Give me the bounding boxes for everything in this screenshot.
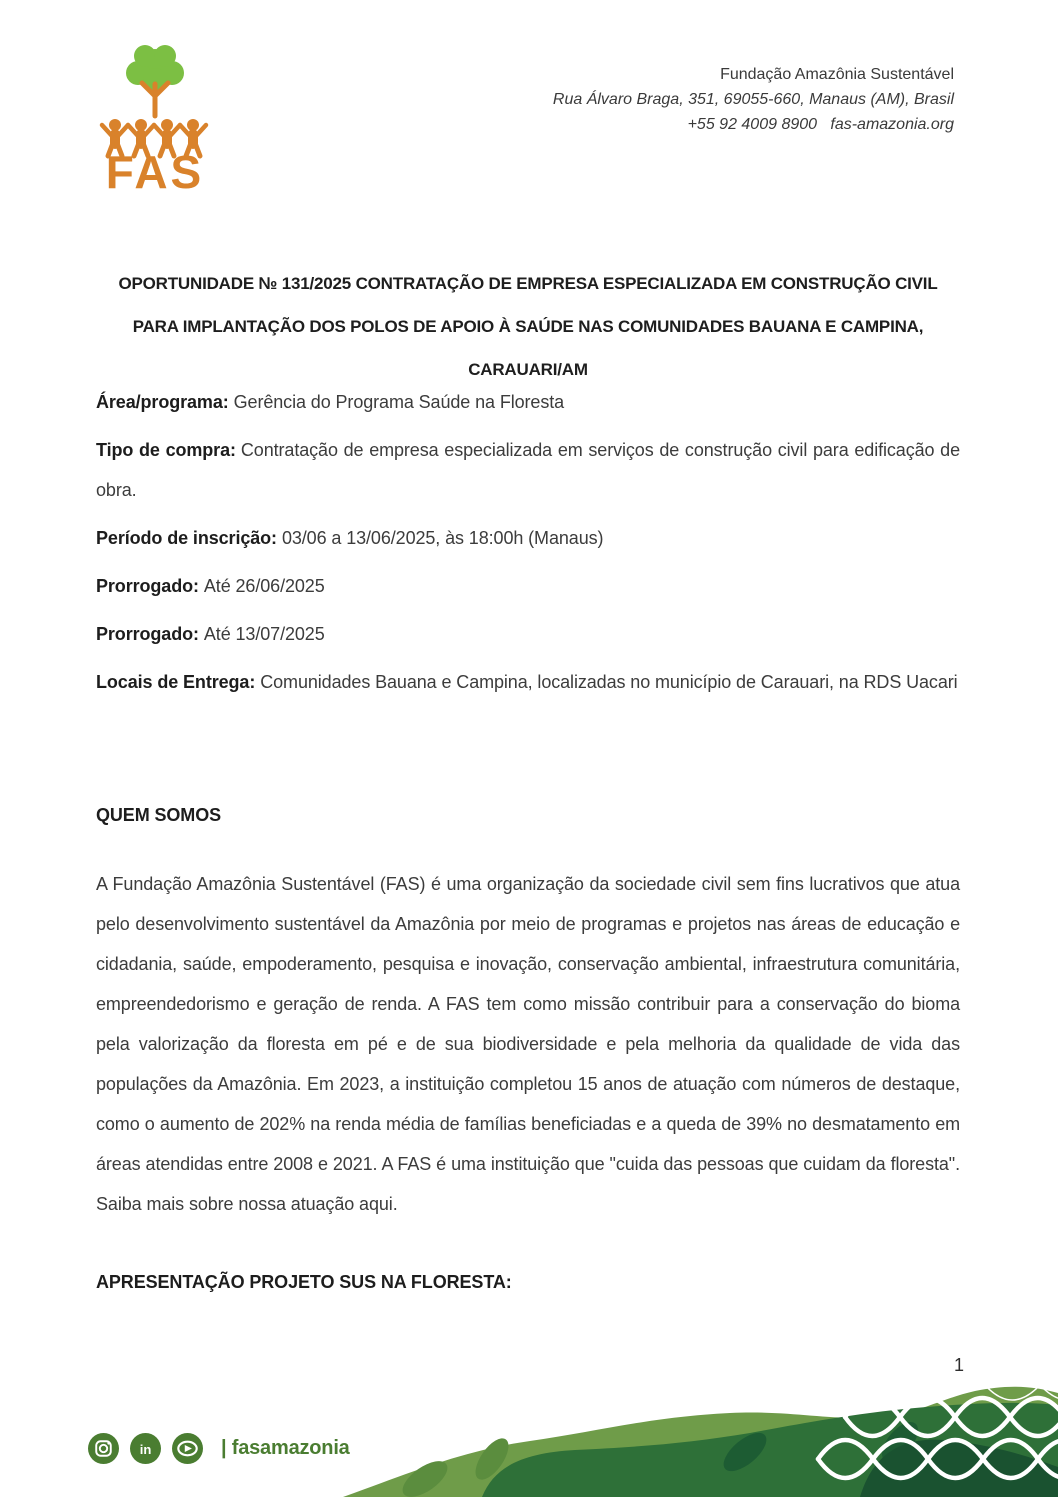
- logo-text: FAS: [105, 146, 205, 190]
- tree-icon: [126, 45, 184, 116]
- org-phone-website: +55 92 4009 8900 fas-amazonia.org: [687, 116, 954, 133]
- section-heading-apresentacao: APRESENTAÇÃO PROJETO SUS NA FLORESTA:: [96, 1272, 512, 1292]
- section-body-quem-somos: A Fundação Amazônia Sustentável (FAS) é uma organização da sociedade civil sem fins lucrativos que atua pelo desenvolvimento sustentável da Amazônia por meio de programas e projetos nas áreas de educação e cidadania, saúde, empoderamento, pesquisa e inovação, conservação ambiental, infraestrutura comunitária, empreendedorismo e geração de renda. A FAS tem como missão contribuir para a conservação do bioma pela valorização da floresta em pé e de sua biodiversidade e pela melhoria da qualidade de vida das populações da Amazônia. Em 2023, a instituição completou 15 anos de atuação com números de destaque, como o aumento de 202% na renda média de famílias beneficiadas e a queda de 39% no desmatamento em áreas atendidas entre 2008 e 2021. A FAS é uma instituição que "cuida das pessoas que cuidam da floresta". Saiba mais sobre nossa atuação aqui.: [96, 874, 960, 1214]
- field-prorrogado-2: [96, 614, 960, 654]
- footer-social: [88, 1433, 350, 1464]
- field-value: 03/06 a 13/06/2025, às 18:00h (Manaus): [281, 528, 604, 548]
- header-contact-block: [553, 62, 954, 137]
- page-number: 1: [953, 1355, 964, 1375]
- field-tipo-de-compra: [96, 430, 960, 510]
- field-prorrogado-1: [96, 566, 960, 606]
- field-value: Até 13/07/2025: [203, 624, 325, 644]
- linkedin-icon[interactable]: [130, 1433, 161, 1464]
- social-handle: | fasamazonia: [221, 1437, 350, 1459]
- field-value: Contratação de empresa especializada em serviços de construção civil para edificação de obra.: [96, 440, 961, 500]
- footer-wave-artwork: [0, 1347, 1058, 1497]
- org-name: Fundação Amazônia Sustentável: [720, 66, 954, 83]
- field-label: Prorrogado:: [96, 576, 199, 596]
- svg-text:in: in: [139, 1441, 152, 1457]
- field-label: Área/programa:: [96, 392, 229, 412]
- field-area-programa: [96, 382, 960, 422]
- field-label: Período de inscrição:: [96, 528, 277, 548]
- field-periodo-inscricao: [96, 518, 960, 558]
- info-fields: [96, 382, 960, 710]
- field-value: Até 26/06/2025: [203, 576, 325, 596]
- field-label: Prorrogado:: [96, 624, 199, 644]
- field-locais-entrega: [96, 662, 960, 702]
- section-heading-quem-somos: QUEM SOMOS: [96, 805, 222, 825]
- field-value: Comunidades Bauana e Campina, localizadas no município de Carauari, na RDS Uacari: [260, 672, 958, 692]
- field-label: Locais de Entrega:: [96, 672, 256, 692]
- org-address: Rua Álvaro Braga, 351, 69055-660, Manaus (AM), Brasil: [552, 91, 954, 108]
- instagram-icon[interactable]: [88, 1433, 119, 1464]
- youtube-icon[interactable]: [172, 1433, 203, 1464]
- field-value: Gerência do Programa Saúde na Floresta: [233, 392, 565, 412]
- field-label: Tipo de compra:: [96, 440, 236, 460]
- document-title: OPORTUNIDADE № 131/2025 CONTRATAÇÃO DE EMPRESA ESPECIALIZADA EM CONSTRUÇÃO CIVIL PARA IMPLANTAÇÃO DOS POLOS DE APOIO À SAÚDE NAS COMUNIDADES BAUANA E CAMPINA, CARAUARI/AM: [118, 274, 938, 379]
- fas-logo: [93, 38, 217, 190]
